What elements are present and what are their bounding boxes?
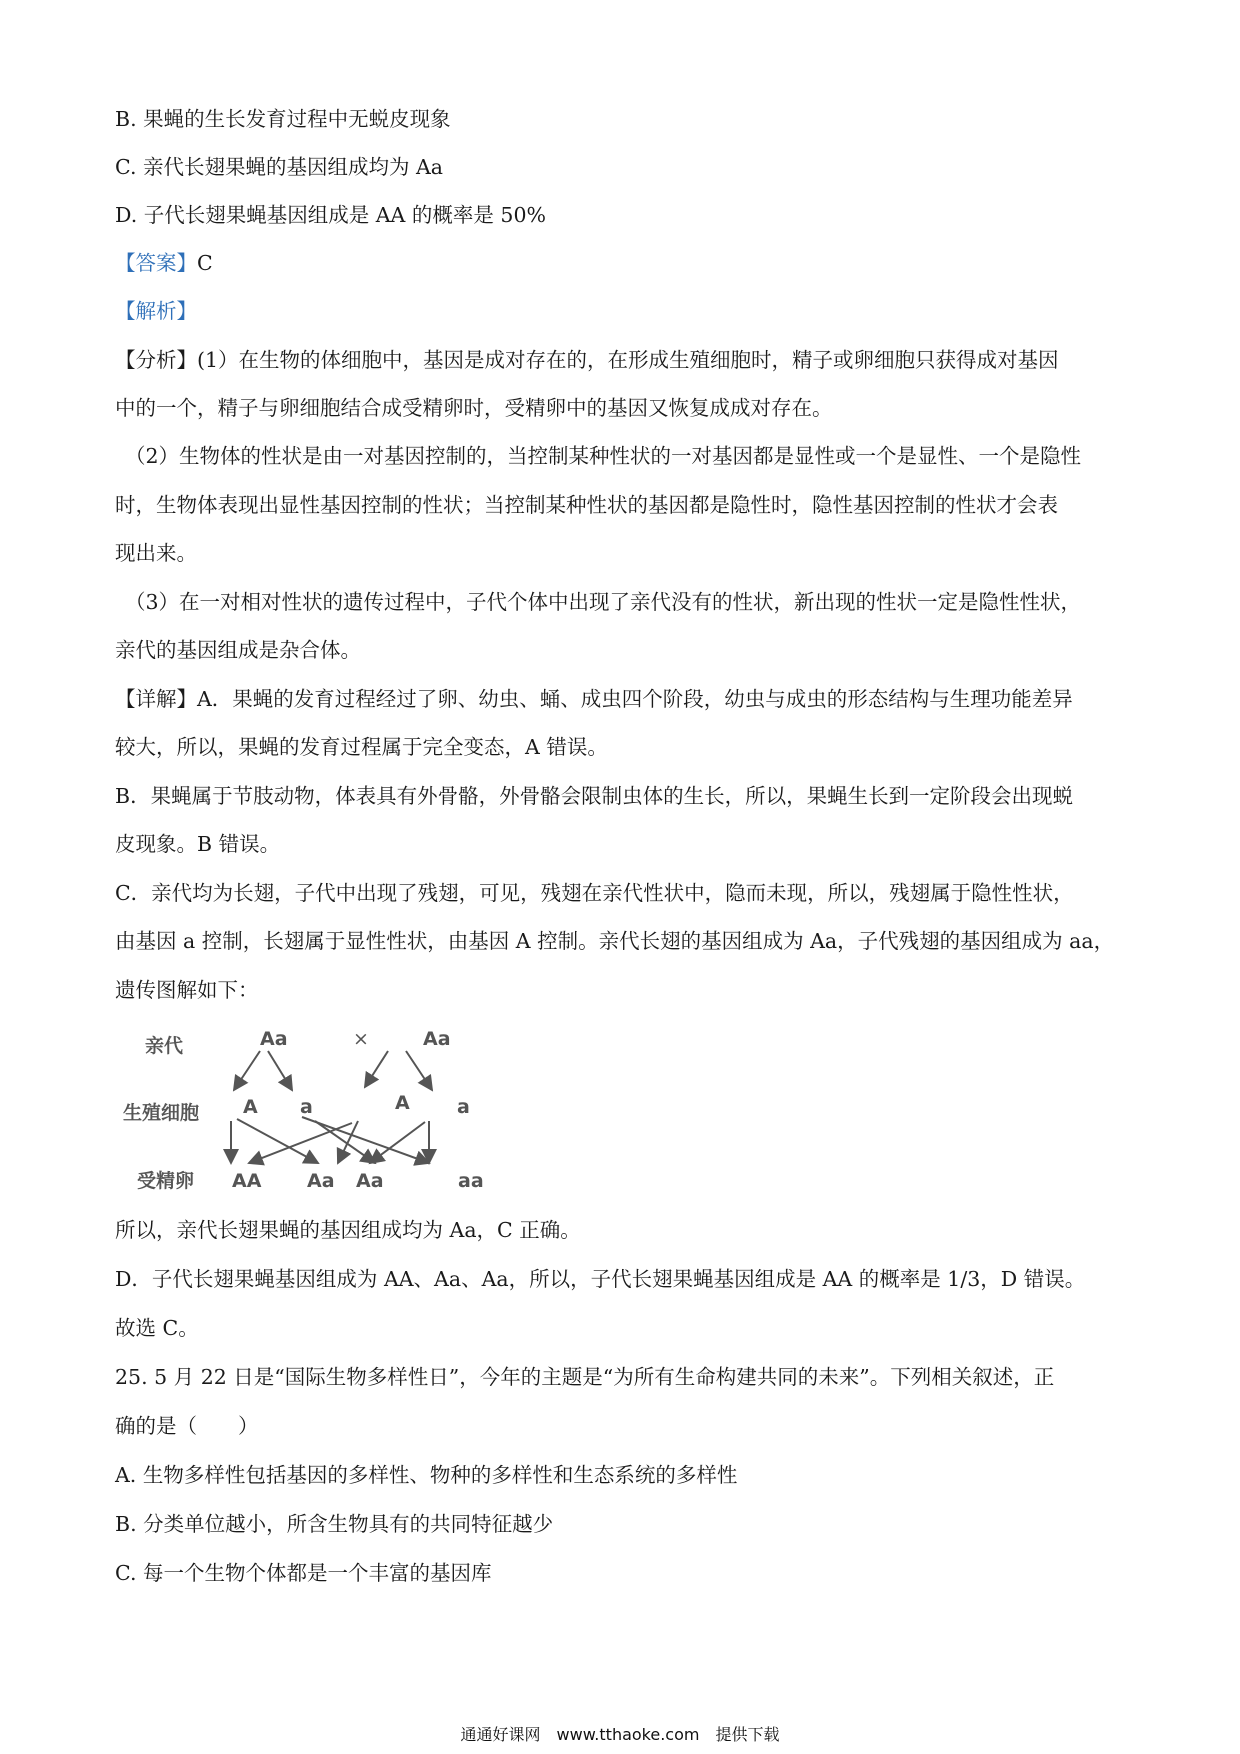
question-25-option-b: B. 分类单位越小，所含生物具有的共同特征越少 xyxy=(115,1512,554,1536)
page-footer: 通通好课网 www.tthaoke.com 提供下载 xyxy=(460,1725,780,1744)
analysis-line: 由基因 a 控制，长翅属于显性性状，由基因 A 控制。亲代长翅的基因组成为 Aa，子代残翅的基因组成为 aa， xyxy=(115,929,1115,953)
row-label-zygotes: 受精卵 xyxy=(137,1170,195,1192)
option-d: D. 子代长翅果蝇基因组成是 AA 的概率是 50% xyxy=(115,203,546,227)
cross-symbol: × xyxy=(353,1028,369,1050)
analysis-line: 皮现象。B 错误。 xyxy=(115,832,281,856)
zygote: aa xyxy=(458,1170,484,1192)
analysis-line: 时，生物体表现出显性基因控制的性状；当控制某种性状的基因都是隐性时，隐性基因控制的性状才会表 xyxy=(115,493,1058,517)
analysis-line: B．果蝇属于节肢动物，体表具有外骨骼，外骨骼会限制虫体的生长，所以，果蝇生长到一定阶段会出现蜕 xyxy=(115,784,1074,808)
zygote: AA xyxy=(232,1170,262,1192)
analysis-line: 【分析】(1）在生物的体细胞中，基因是成对存在的，在形成生殖细胞时，精子或卵细胞只获得成对基因 xyxy=(115,348,1059,372)
parent-genotype: Aa xyxy=(260,1028,288,1050)
analysis-line: 亲代的基因组成是杂合体。 xyxy=(115,638,361,662)
analysis-line: 较大，所以，果蝇的发育过程属于完全变态，A 错误。 xyxy=(115,735,608,759)
conclusion-line: D．子代长翅果蝇基因组成为 AA、Aa、Aa，所以，子代长翅果蝇基因组成是 AA 的概率是 1/3，D 错误。 xyxy=(115,1267,1086,1291)
row-label-parents: 亲代 xyxy=(145,1035,184,1057)
answer-value: C xyxy=(197,251,213,275)
analysis-tag: 【解析】 xyxy=(115,299,197,323)
analysis-line: 现出来。 xyxy=(115,541,197,565)
analysis-line: 遗传图解如下： xyxy=(115,978,259,1002)
zygote: Aa xyxy=(356,1170,384,1192)
question-25-option-c: C. 每一个生物个体都是一个丰富的基因库 xyxy=(115,1561,492,1585)
conclusion-line: 故选 C。 xyxy=(115,1316,199,1340)
gamete: a xyxy=(300,1096,313,1118)
conclusion-line: 所以，亲代长翅果蝇的基因组成均为 Aa，C 正确。 xyxy=(115,1218,581,1242)
gamete: A xyxy=(395,1092,410,1114)
genetic-cross-diagram xyxy=(120,1025,510,1215)
row-label-gametes: 生殖细胞 xyxy=(123,1102,200,1124)
analysis-line: 【详解】A．果蝇的发育过程经过了卵、幼虫、蛹、成虫四个阶段，幼虫与成虫的形态结构与生理功能差异 xyxy=(115,687,1073,711)
analysis-line: 中的一个，精子与卵细胞结合成受精卵时，受精卵中的基因又恢复成成对存在。 xyxy=(115,396,833,420)
option-b: B. 果蝇的生长发育过程中无蜕皮现象 xyxy=(115,107,451,131)
question-25-stem: 确的是（ ） xyxy=(115,1414,259,1438)
question-25-option-a: A. 生物多样性包括基因的多样性、物种的多样性和生态系统的多样性 xyxy=(115,1463,738,1487)
gamete: a xyxy=(457,1096,470,1118)
analysis-line: （2）生物体的性状是由一对基因控制的，当控制某种性状的一对基因都是显性或一个是显性、一个是隐性 xyxy=(125,444,1082,468)
gamete: A xyxy=(243,1096,258,1118)
analysis-line: （3）在一对相对性状的遗传过程中，子代个体中出现了亲代没有的性状，新出现的性状一定是隐性性状， xyxy=(125,590,1082,614)
analysis-line: C．亲代均为长翅，子代中出现了残翅，可见，残翅在亲代性状中，隐而未现，所以，残翅属于隐性性状， xyxy=(115,881,1074,905)
answer-tag: 【答案】 xyxy=(115,251,197,275)
question-25-stem: 25. 5 月 22 日是“国际生物多样性日”，今年的主题是“为所有生命构建共同的未来”。下列相关叙述，正 xyxy=(115,1365,1055,1389)
parent-genotype: Aa xyxy=(423,1028,451,1050)
answer-line xyxy=(115,248,213,278)
option-c: C. 亲代长翅果蝇的基因组成均为 Aa xyxy=(115,155,444,179)
zygote: Aa xyxy=(307,1170,335,1192)
